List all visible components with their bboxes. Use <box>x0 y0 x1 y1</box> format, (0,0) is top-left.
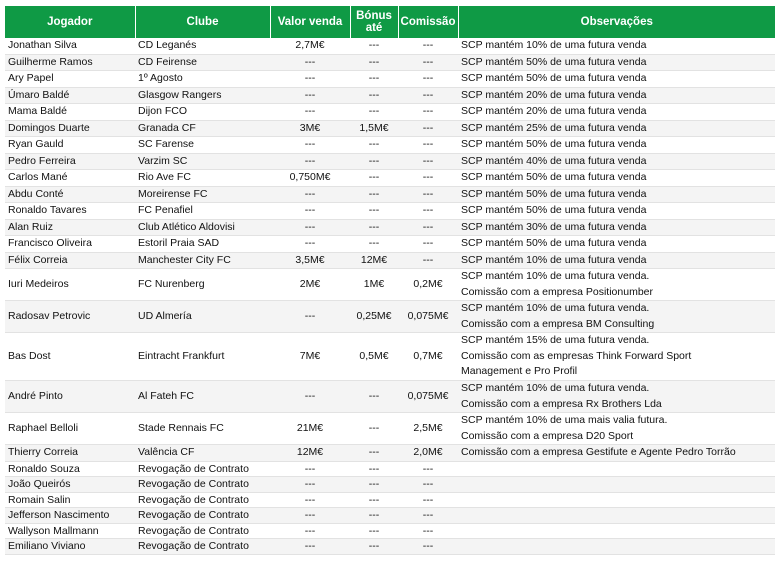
cell-bonus: --- <box>350 170 398 187</box>
cell-jogador: Ronaldo Tavares <box>5 203 135 220</box>
cell-bonus: --- <box>350 461 398 477</box>
cell-jogador: Félix Correia <box>5 252 135 269</box>
table-row <box>5 54 775 71</box>
cell-observacoes <box>458 461 775 477</box>
cell-valor-venda: --- <box>270 104 350 121</box>
header-clube: Clube <box>135 6 270 38</box>
cell-valor-venda: --- <box>270 477 350 493</box>
cell-clube: Manchester City FC <box>135 252 270 269</box>
cell-observacoes <box>458 252 775 269</box>
observacao-line: Comissão com a empresa BM Consulting <box>461 317 655 330</box>
cell-comissao: --- <box>398 137 458 154</box>
cell-bonus: --- <box>350 203 398 220</box>
cell-clube: Revogação de Contrato <box>135 539 270 555</box>
cell-observacoes <box>458 445 775 462</box>
cell-clube: Varzim SC <box>135 153 270 170</box>
cell-jogador: Ryan Gauld <box>5 137 135 154</box>
table-row <box>5 236 775 253</box>
table-row <box>5 120 775 137</box>
cell-observacoes <box>458 87 775 104</box>
cell-observacoes <box>458 71 775 88</box>
observacao-line: SCP mantém 50% de uma futura venda <box>461 72 647 84</box>
observacao-line: SCP mantém 10% de uma mais valia futura. <box>461 414 668 426</box>
cell-comissao: --- <box>398 38 458 54</box>
cell-valor-venda: --- <box>270 186 350 203</box>
cell-jogador: Romain Salin <box>5 492 135 508</box>
cell-bonus: 0,25M€ <box>350 301 398 333</box>
cell-valor-venda: --- <box>270 87 350 104</box>
cell-observacoes <box>458 333 775 381</box>
cell-valor-venda: --- <box>270 381 350 413</box>
cell-comissao: --- <box>398 186 458 203</box>
cell-valor-venda: --- <box>270 236 350 253</box>
cell-jogador: Pedro Ferreira <box>5 153 135 170</box>
table-row <box>5 87 775 104</box>
cell-comissao: --- <box>398 523 458 539</box>
cell-observacoes <box>458 153 775 170</box>
cell-comissao: 0,7M€ <box>398 333 458 381</box>
cell-comissao: --- <box>398 170 458 187</box>
observacao-line: SCP mantém 40% de uma futura venda <box>461 154 647 167</box>
cell-valor-venda: 7M€ <box>270 333 350 381</box>
cell-comissao: --- <box>398 492 458 508</box>
table-row <box>5 492 775 508</box>
cell-comissao: 2,0M€ <box>398 445 458 462</box>
observacao-line: SCP mantém 25% de uma futura venda <box>461 121 647 134</box>
cell-clube: Club Atlético Aldovisi <box>135 219 270 236</box>
cell-clube: Revogação de Contrato <box>135 461 270 477</box>
cell-jogador: Guilherme Ramos <box>5 54 135 71</box>
cell-clube: Valência CF <box>135 445 270 462</box>
cell-valor-venda: --- <box>270 523 350 539</box>
observacao-line: SCP mantém 10% de uma futura venda <box>461 253 647 266</box>
cell-bonus: --- <box>350 445 398 462</box>
cell-comissao: --- <box>398 71 458 88</box>
table-row <box>5 333 775 381</box>
observacao-line: Comissão com a empresa Gestifute e Agente Pedro Torrão <box>461 446 736 458</box>
cell-jogador: Jefferson Nascimento <box>5 508 135 524</box>
cell-bonus: --- <box>350 413 398 445</box>
observacao-line: SCP mantém 15% de uma futura venda. <box>461 334 650 347</box>
cell-jogador: Bas Dost <box>5 333 135 381</box>
cell-clube: Revogação de Contrato <box>135 523 270 539</box>
cell-comissao: 0,075M€ <box>398 301 458 333</box>
observacao-line: Comissão com as empresas Think Forward Sport <box>461 349 692 362</box>
cell-bonus: 1,5M€ <box>350 120 398 137</box>
cell-comissao: --- <box>398 508 458 524</box>
table-row <box>5 269 775 301</box>
observacao-line: SCP mantém 30% de uma futura venda <box>461 220 647 233</box>
observacao-line: SCP mantém 50% de uma futura venda <box>461 204 647 216</box>
cell-jogador: Alan Ruiz <box>5 219 135 236</box>
cell-bonus: --- <box>350 153 398 170</box>
cell-observacoes <box>458 219 775 236</box>
cell-comissao: --- <box>398 477 458 493</box>
cell-valor-venda: --- <box>270 137 350 154</box>
cell-comissao: --- <box>398 219 458 236</box>
cell-bonus: --- <box>350 137 398 154</box>
table-row <box>5 104 775 121</box>
table-row <box>5 71 775 88</box>
cell-clube: Stade Rennais FC <box>135 413 270 445</box>
transfers-table <box>5 6 775 555</box>
cell-comissao: --- <box>398 87 458 104</box>
cell-valor-venda: 21M€ <box>270 413 350 445</box>
cell-comissao: 2,5M€ <box>398 413 458 445</box>
cell-comissao: --- <box>398 236 458 253</box>
cell-jogador: João Queirós <box>5 477 135 493</box>
cell-bonus: 0,5M€ <box>350 333 398 381</box>
cell-observacoes <box>458 186 775 203</box>
cell-jogador: André Pinto <box>5 381 135 413</box>
cell-bonus: --- <box>350 71 398 88</box>
cell-comissao: --- <box>398 104 458 121</box>
observacao-line: SCP mantém 10% de uma futura venda. <box>461 302 650 314</box>
observacao-line: SCP mantém 10% de uma futura venda. <box>461 270 650 282</box>
cell-bonus: --- <box>350 508 398 524</box>
observacao-line: SCP mantém 50% de uma futura venda <box>461 187 647 200</box>
cell-jogador: Ronaldo Souza <box>5 461 135 477</box>
cell-jogador: Abdu Conté <box>5 186 135 203</box>
cell-clube: Revogação de Contrato <box>135 477 270 493</box>
table-row <box>5 153 775 170</box>
table-row <box>5 219 775 236</box>
observacao-line: Management e Pro Profil <box>461 365 578 378</box>
transfers-table-container <box>5 6 775 555</box>
cell-clube: Dijon FCO <box>135 104 270 121</box>
cell-clube: CD Leganés <box>135 38 270 54</box>
cell-bonus: --- <box>350 219 398 236</box>
table-row <box>5 523 775 539</box>
cell-valor-venda: 3M€ <box>270 120 350 137</box>
cell-observacoes <box>458 508 775 524</box>
cell-valor-venda: --- <box>270 54 350 71</box>
table-row <box>5 252 775 269</box>
cell-valor-venda: --- <box>270 153 350 170</box>
cell-valor-venda: --- <box>270 508 350 524</box>
cell-clube: Granada CF <box>135 120 270 137</box>
cell-observacoes <box>458 170 775 187</box>
cell-clube: 1º Agosto <box>135 71 270 88</box>
cell-comissao: --- <box>398 153 458 170</box>
cell-valor-venda: --- <box>270 219 350 236</box>
cell-observacoes <box>458 203 775 220</box>
observacao-line: SCP mantém 50% de uma futura venda <box>461 138 647 150</box>
cell-clube: Eintracht Frankfurt <box>135 333 270 381</box>
observacao-line: SCP mantém 10% de uma futura venda. <box>461 382 650 394</box>
cell-observacoes <box>458 38 775 54</box>
cell-jogador: Úmaro Baldé <box>5 87 135 104</box>
cell-valor-venda: --- <box>270 461 350 477</box>
table-row <box>5 170 775 187</box>
cell-comissao: --- <box>398 461 458 477</box>
cell-valor-venda: 3,5M€ <box>270 252 350 269</box>
cell-observacoes <box>458 236 775 253</box>
table-header-row <box>5 6 775 38</box>
cell-valor-venda: --- <box>270 492 350 508</box>
cell-jogador: Raphael Belloli <box>5 413 135 445</box>
cell-bonus: --- <box>350 186 398 203</box>
cell-clube: UD Almería <box>135 301 270 333</box>
cell-bonus: --- <box>350 477 398 493</box>
cell-observacoes <box>458 381 775 413</box>
cell-jogador: Francisco Oliveira <box>5 236 135 253</box>
cell-clube: FC Penafiel <box>135 203 270 220</box>
cell-observacoes <box>458 492 775 508</box>
observacao-line: SCP mantém 20% de uma futura venda <box>461 88 647 101</box>
cell-clube: Estoril Praia SAD <box>135 236 270 253</box>
observacao-line: Comissão com a empresa Positionumber <box>461 285 653 298</box>
cell-clube: Moreirense FC <box>135 186 270 203</box>
cell-observacoes <box>458 413 775 445</box>
cell-bonus: 1M€ <box>350 269 398 301</box>
cell-observacoes <box>458 539 775 555</box>
cell-jogador: Radosav Petrovic <box>5 301 135 333</box>
table-row <box>5 137 775 154</box>
cell-comissao: --- <box>398 252 458 269</box>
cell-jogador: Mama Baldé <box>5 104 135 121</box>
cell-comissao: 0,2M€ <box>398 269 458 301</box>
cell-comissao: 0,075M€ <box>398 381 458 413</box>
cell-jogador: Emiliano Viviano <box>5 539 135 555</box>
cell-bonus: --- <box>350 236 398 253</box>
cell-clube: Al Fateh FC <box>135 381 270 413</box>
table-body <box>5 38 775 555</box>
cell-jogador: Carlos Mané <box>5 170 135 187</box>
cell-clube: Rio Ave FC <box>135 170 270 187</box>
observacao-line: SCP mantém 50% de uma futura venda <box>461 55 647 68</box>
header-valor-venda: Valor venda <box>270 6 350 38</box>
cell-jogador: Jonathan Silva <box>5 38 135 54</box>
cell-bonus: --- <box>350 523 398 539</box>
cell-valor-venda: --- <box>270 71 350 88</box>
cell-valor-venda: --- <box>270 203 350 220</box>
observacao-line: SCP mantém 20% de uma futura venda <box>461 105 647 117</box>
cell-clube: FC Nurenberg <box>135 269 270 301</box>
table-row <box>5 539 775 555</box>
header-bonus: Bónus até <box>350 6 398 38</box>
cell-bonus: --- <box>350 492 398 508</box>
table-row <box>5 203 775 220</box>
cell-valor-venda: 12M€ <box>270 445 350 462</box>
header-observacoes: Observações <box>458 6 775 38</box>
cell-comissao: --- <box>398 203 458 220</box>
table-row <box>5 445 775 462</box>
cell-clube: Revogação de Contrato <box>135 508 270 524</box>
observacao-line: Comissão com a empresa D20 Sport <box>461 429 634 442</box>
cell-clube: Glasgow Rangers <box>135 87 270 104</box>
cell-bonus: --- <box>350 539 398 555</box>
table-row <box>5 477 775 493</box>
cell-comissao: --- <box>398 539 458 555</box>
cell-bonus: --- <box>350 104 398 121</box>
cell-valor-venda: 2M€ <box>270 269 350 301</box>
cell-bonus: --- <box>350 38 398 54</box>
table-row <box>5 461 775 477</box>
table-row <box>5 381 775 413</box>
cell-clube: SC Farense <box>135 137 270 154</box>
cell-clube: CD Feirense <box>135 54 270 71</box>
cell-jogador: Wallyson Mallmann <box>5 523 135 539</box>
observacao-line: Comissão com a empresa Rx Brothers Lda <box>461 397 662 410</box>
cell-bonus: 12M€ <box>350 252 398 269</box>
cell-jogador: Iuri Medeiros <box>5 269 135 301</box>
table-row <box>5 38 775 54</box>
cell-observacoes <box>458 523 775 539</box>
observacao-line: SCP mantém 10% de uma futura venda <box>461 39 647 51</box>
header-comissao: Comissão <box>398 6 458 38</box>
table-row <box>5 508 775 524</box>
cell-bonus: --- <box>350 54 398 71</box>
cell-observacoes <box>458 269 775 301</box>
cell-observacoes <box>458 54 775 71</box>
cell-observacoes <box>458 120 775 137</box>
table-row <box>5 301 775 333</box>
cell-clube: Revogação de Contrato <box>135 492 270 508</box>
cell-valor-venda: --- <box>270 301 350 333</box>
cell-jogador: Domingos Duarte <box>5 120 135 137</box>
cell-valor-venda: 0,750M€ <box>270 170 350 187</box>
cell-jogador: Thierry Correia <box>5 445 135 462</box>
observacao-line: SCP mantém 50% de uma futura venda <box>461 237 647 249</box>
cell-valor-venda: --- <box>270 539 350 555</box>
cell-observacoes <box>458 301 775 333</box>
cell-comissao: --- <box>398 120 458 137</box>
table-row <box>5 413 775 445</box>
cell-observacoes <box>458 104 775 121</box>
table-row <box>5 186 775 203</box>
cell-bonus: --- <box>350 381 398 413</box>
cell-observacoes <box>458 137 775 154</box>
cell-observacoes <box>458 477 775 493</box>
cell-comissao: --- <box>398 54 458 71</box>
cell-jogador: Ary Papel <box>5 71 135 88</box>
observacao-line: SCP mantém 50% de uma futura venda <box>461 171 647 183</box>
cell-valor-venda: 2,7M€ <box>270 38 350 54</box>
header-jogador: Jogador <box>5 6 135 38</box>
cell-bonus: --- <box>350 87 398 104</box>
